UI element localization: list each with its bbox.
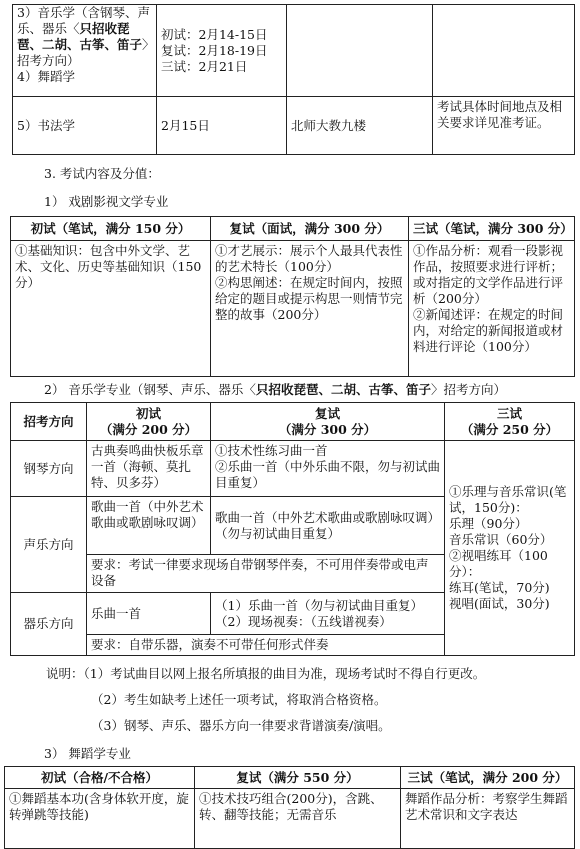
section-heading: 3. 考试内容及分值： bbox=[44, 166, 160, 181]
table-cell: ①技术性练习曲一首 ②乐曲一首（中外乐曲不限，勿与初试曲目重复） bbox=[211, 441, 445, 497]
note-line: 说明：（1）考试曲目以网上报名所填报的曲目为准，现场考试时不得自行更改。 bbox=[46, 666, 486, 681]
date-cell: 2月15日 bbox=[157, 97, 287, 155]
place-cell bbox=[287, 5, 433, 97]
subject-cell: 3）音乐学（含钢琴、声乐、器乐〈只招收琵琶、二胡、古筝、笛子〉招考方向） 4）舞蹈学 bbox=[13, 5, 157, 97]
dance-table bbox=[4, 766, 575, 849]
table-cell: （1）乐曲一首（勿与初试曲目重复） （2）现场视奏：（五线谱视奏） bbox=[211, 593, 445, 635]
column-header: 初试（笔试，满分 150 分） bbox=[11, 217, 211, 241]
schedule-table bbox=[12, 4, 575, 155]
table-header-row bbox=[11, 217, 575, 241]
note-cell bbox=[433, 5, 575, 97]
table-row bbox=[13, 5, 575, 97]
table-cell: 舞蹈作品分析：考察学生舞蹈艺术常识和文字表达 bbox=[401, 789, 575, 849]
column-header: 初试 （满分 200 分） bbox=[87, 403, 211, 441]
subsection-heading: 3） 舞蹈学专业 bbox=[44, 746, 131, 761]
column-header: 复试 （满分 300 分） bbox=[211, 403, 445, 441]
table-row bbox=[11, 241, 575, 377]
table-cell: 要求：自带乐器，演奏不可带任何形式伴奏 bbox=[87, 635, 445, 656]
row-label: 声乐方向 bbox=[11, 497, 87, 593]
row-label: 钢琴方向 bbox=[11, 441, 87, 497]
drama-table bbox=[10, 216, 575, 377]
note-line: （2）考生如缺考上述任一项考试，将取消合格资格。 bbox=[91, 692, 387, 707]
date-cell: 初试：2月14-15日 复试：2月18-19日 三试：2月21日 bbox=[157, 5, 287, 97]
table-header-row bbox=[5, 767, 575, 789]
table-cell: ①技术技巧组合(200分)，含跳、转、翻等技能；无需音乐 bbox=[195, 789, 401, 849]
column-header: 复试（面试，满分 300 分） bbox=[211, 217, 409, 241]
note-line: （3）钢琴、声乐、器乐方向一律要求背谱演奏/演唱。 bbox=[91, 718, 391, 733]
table-cell: 古典奏鸣曲快板乐章一首（海顿、莫扎特、贝多芬） bbox=[87, 441, 211, 497]
table-cell: 歌曲一首（中外艺术歌曲或歌剧咏叹调） bbox=[87, 497, 211, 555]
music-table bbox=[10, 402, 575, 656]
table-row bbox=[13, 97, 575, 155]
column-header: 三试 （满分 250 分） bbox=[445, 403, 575, 441]
table-cell: 歌曲一首（中外艺术歌曲或歌剧咏叹调）（勿与初试曲目重复） bbox=[211, 497, 445, 555]
subject-cell: 5）书法学 bbox=[13, 97, 157, 155]
column-header: 三试（笔试，满分 300 分） bbox=[409, 217, 575, 241]
row-label: 器乐方向 bbox=[11, 593, 87, 656]
table-cell: ①乐理与音乐常识(笔试，150分)： 乐理（90分） 音乐常识（60分） ②视唱练耳（100分）： 练耳(笔试，70分) 视唱(面试，30分) bbox=[445, 441, 575, 656]
table-row bbox=[5, 789, 575, 849]
column-header: 初试（合格/不合格） bbox=[5, 767, 195, 789]
table-cell: 乐曲一首 bbox=[87, 593, 211, 635]
subsection-heading: 2） 音乐学专业（钢琴、声乐、器乐〈只招收琵琶、二胡、古筝、笛子〉招考方向） bbox=[44, 382, 506, 397]
column-header: 复试（满分 550 分） bbox=[195, 767, 401, 789]
table-cell: 要求：考试一律要求现场自带钢琴伴奏，不可用伴奏带或电声设备 bbox=[87, 555, 445, 593]
column-header: 招考方向 bbox=[11, 403, 87, 441]
table-cell: ①作品分析：观看一段影视作品，按照要求进行评析；或对指定的文学作品进行评析（200分） ②新闻述评：在规定的时间内，对给定的新闻报道或材料进行评论（100分） bbox=[409, 241, 575, 377]
table-cell: ①才艺展示：展示个人最具代表性的艺术特长（100分） ②构思阐述：在规定时间内，按照给定的题目或提示构思一则情节完整的故事（200分） bbox=[211, 241, 409, 377]
note-cell: 考试具体时间地点及相关要求详见准考证。 bbox=[433, 97, 575, 155]
column-header: 三试（笔试，满分 200 分） bbox=[401, 767, 575, 789]
table-cell: ①基础知识：包含中外文学、艺术、文化、历史等基础知识（150分） bbox=[11, 241, 211, 377]
table-row bbox=[11, 441, 575, 497]
table-header-row bbox=[11, 403, 575, 441]
table-cell: ①舞蹈基本功(含身体软开度，旋转弹跳等技能) bbox=[5, 789, 195, 849]
place-cell: 北师大教九楼 bbox=[287, 97, 433, 155]
subsection-heading: 1） 戏剧影视文学专业 bbox=[44, 194, 169, 209]
